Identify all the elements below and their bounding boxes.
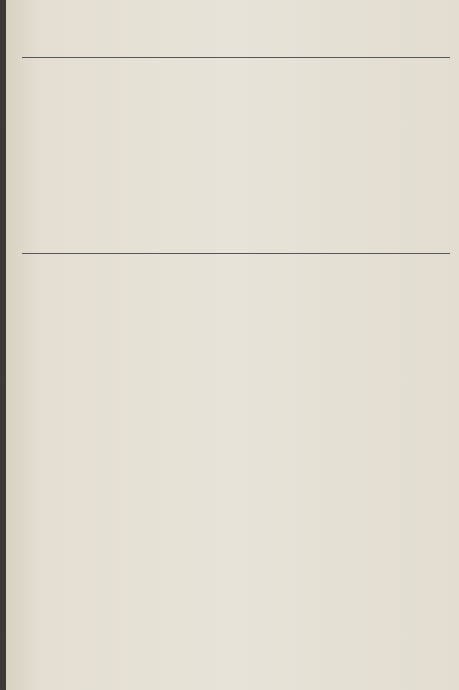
section-divider — [22, 253, 450, 254]
section-divider — [22, 57, 450, 58]
toc-page — [6, 0, 459, 690]
